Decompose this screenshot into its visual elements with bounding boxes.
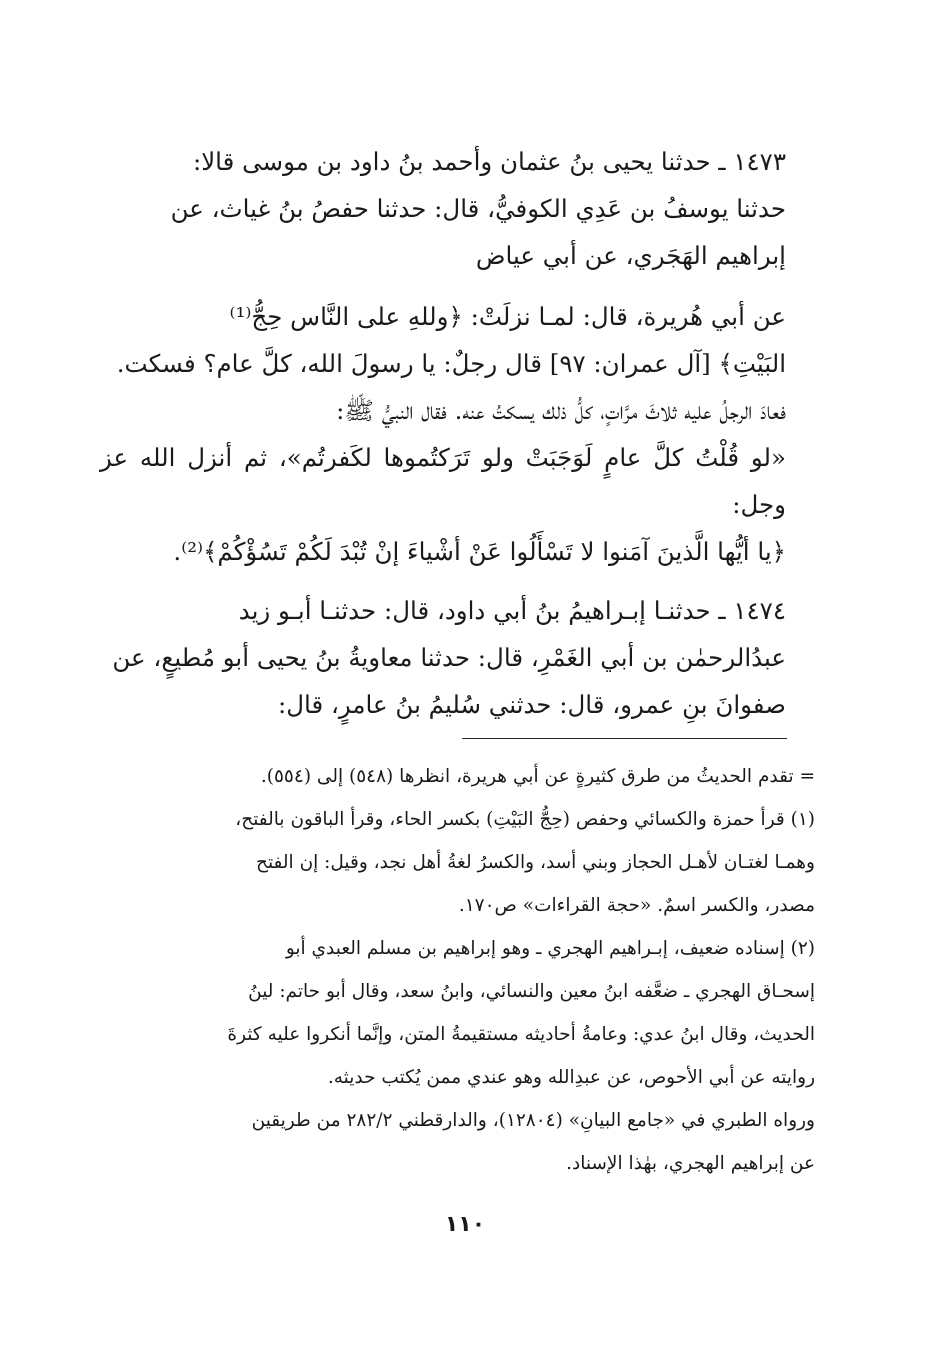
hadith-1474-chain [100, 587, 786, 728]
text-line: حدثنا يوسفُ بن عَدِي الكوفيُّ، قال: حدثنا حفصُ بنُ غياث، عن [170, 194, 786, 223]
footnote-1-line: وهمـا لغتـان لأهـل الحجاز وبني أسد، والكسرُ لغةُ أهل نجد، وقيل: إن الفتح [256, 852, 815, 873]
footnotes [103, 755, 815, 1185]
text-line: «لو قُلْتُ كلَّ عامٍ لَوَجَبَتْ ولو تَرَكتُموها لكَفرتُم»، ثم أنزل الله عز وجل: [100, 443, 786, 519]
footnote-separator [462, 738, 787, 739]
footnote-2-line: روايته عن أبي الأحوص، عن عبدِالله وهو عندي ممن يُكتب حديثه. [327, 1067, 815, 1088]
footnote-2-line: (٢) إسناده ضعيف، إبـراهيم الهجري ـ وهو إبراهيم بن مسلم العبدي أبو [285, 938, 815, 959]
text-line: ﴿يا أيُّها الَّذينَ آمَنوا لا تَسْأَلُوا عَنْ أشْياءَ إنْ تُبْدَ لَكُمْ تَسُؤْكُمْ﴾⁽²⁾. [173, 537, 786, 566]
hadith-1473-text [100, 293, 786, 575]
spacer [100, 575, 786, 587]
text-line: صفوانَ بنِ عمرو، قال: حدثني سُليمُ بنُ عامرٍ، قال: [277, 690, 786, 719]
footnote-2-line: ورواه الطبري في «جامع البيانِ» (١٢٨٠٤)، والدارقطني ٢٨٢/٢ من طريقين [251, 1110, 815, 1131]
text-line: البَيْتِ﴾ [آل عمران: ٩٧] قال رجلٌ: يا رسولَ الله، كلَّ عام؟ فسكت. [116, 349, 786, 378]
page-number: ١١٠ [444, 1212, 486, 1237]
text-line: عن أبي هُريرة، قال: لمـا نزلَتْ: ﴿وللهِ على النَّاس حِجُّ⁽¹⁾ [229, 302, 786, 331]
spacer [100, 279, 786, 293]
text-line: إبراهيم الهَجَري، عن أبي عياض [475, 241, 786, 270]
text-line: فعادَ الرجلُ عليه ثلاثَ مرَّاتٍ، كلُّ ذلك يسكتُ عنه. فقال النبيُّ ﷺ: [336, 396, 786, 425]
main-text [100, 138, 786, 728]
text-line: ١٤٧٤ ـ حدثنـا إبـراهيمُ بنُ أبي داود، قال: حدثنـا أبـو زيد [238, 596, 786, 625]
footnote-1-line: مصدر، والكسر اسمٌ. «حجة القراءات» ص١٧٠. [458, 895, 815, 916]
footnote-2-line: عن إبراهيم الهجري، بهٰذا الإسناد. [566, 1153, 815, 1174]
footnote-continuation: = تقدم الحديثُ من طرق كثيرةٍ عن أبي هريرة، انظرها (٥٤٨) إلى (٥٥٤). [260, 766, 815, 787]
footnote-1-line: (١) قرأ حمزة والكسائي وحفص (حِجُّ البَيْتِ) بكسر الحاء، وقرأ الباقون بالفتح، [235, 809, 815, 830]
hadith-1473-chain [100, 138, 786, 279]
footnote-2-line: إسحـاق الهجري ـ ضعَّفه ابنُ معين والنسائي، وابنُ سعد، وقال أبو حاتم: لينُ [248, 981, 815, 1002]
footnote-2-line: الحديث، وقال ابنُ عدي: وعامةُ أحاديثه مستقيمةُ المتن، وإنَّما أنكروا عليه كثرةَ [227, 1024, 815, 1045]
text-line: ١٤٧٣ ـ حدثنا يحيى بنُ عثمان وأحمد بنُ داود بن موسى قالا: [192, 147, 786, 176]
text-line: عبدُالرحمٰن بن أبي الغَمْرِ، قال: حدثنا معاويةُ بنُ يحيى أبو مُطيعٍ، عن [112, 643, 786, 672]
